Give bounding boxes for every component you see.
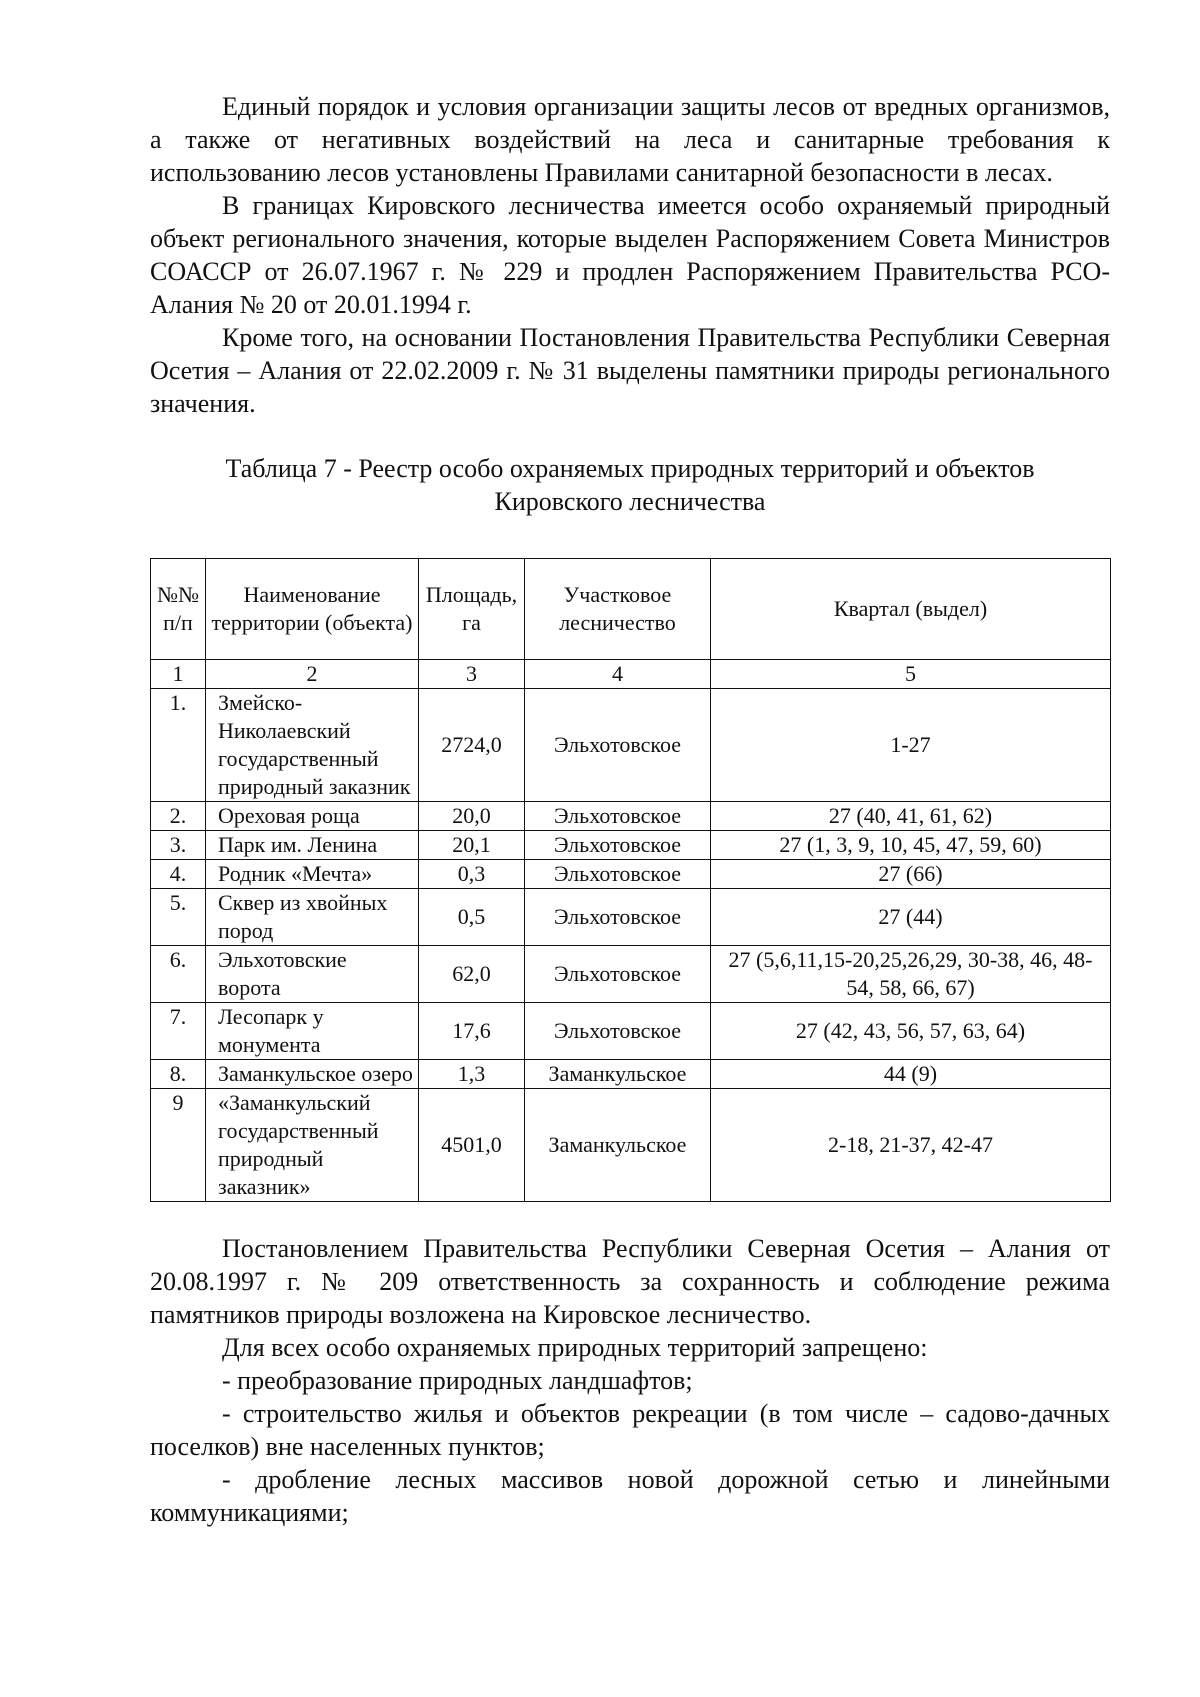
row-forestry: Эльхотовское (525, 689, 711, 802)
row-name: Змейско-Николаевский государственный природный заказник (206, 689, 419, 802)
row-forestry: Эльхотовское (525, 831, 711, 860)
table-row (151, 860, 1111, 889)
row-forestry: Эльхотовское (525, 946, 711, 1003)
table-row (151, 1003, 1111, 1060)
row-number: 9 (151, 1089, 206, 1202)
paragraph-sanitary-rules: Единый порядок и условия организации защиты лесов от вредных организмов, а также от негативных воздействий на леса и санитарные требования к использованию лесов установлены Правилами санитарной безопасности в лесах. (150, 92, 1110, 187)
index-cell: 2 (206, 660, 419, 689)
row-quarter: 27 (1, 3, 9, 10, 45, 47, 59, 60) (711, 831, 1111, 860)
index-cell: 4 (525, 660, 711, 689)
prohibition-item: - преобразование природных ландшафтов; (222, 1366, 693, 1395)
table-row (151, 831, 1111, 860)
header-area: Площадь, га (419, 559, 525, 660)
paragraph-prohibited-intro: Для всех особо охраняемых природных территорий запрещено: (222, 1333, 928, 1362)
row-quarter: 2-18, 21-37, 42-47 (711, 1089, 1111, 1202)
table-header-row (151, 559, 1111, 660)
row-number: 5. (151, 889, 206, 946)
row-number: 7. (151, 1003, 206, 1060)
paragraph-nature-monuments: Кроме того, на основании Постановления Правительства Республики Северная Осетия – Алания от 22.02.2009 г. № 31 выделены памятники природы регионального значения. (150, 323, 1110, 418)
table-row (151, 1089, 1111, 1202)
bottom-section (150, 1232, 1110, 1529)
row-forestry: Эльхотовское (525, 1003, 711, 1060)
table-row (151, 1060, 1111, 1089)
row-number: 4. (151, 860, 206, 889)
header-number: №№ п/п (151, 559, 206, 660)
row-quarter: 27 (5,6,11,15-20,25,26,29, 30-38, 46, 48-54, 58, 66, 67) (711, 946, 1111, 1003)
table-row (151, 689, 1111, 802)
index-cell: 1 (151, 660, 206, 689)
table-caption-line-2: Кировского лесничества (494, 487, 766, 516)
prohibition-item: - дробление лесных массивов новой дорожной сетью и линейными коммуникациями; (150, 1465, 1110, 1527)
row-name: Эльхотовские ворота (206, 946, 419, 1003)
row-name: Парк им. Ленина (206, 831, 419, 860)
table-row (151, 946, 1111, 1003)
row-area: 17,6 (419, 1003, 525, 1060)
table-index-row (151, 660, 1111, 689)
table-caption-line-1: Таблица 7 - Реестр особо охраняемых природных территорий и объектов (225, 454, 1035, 483)
paragraph-resolution-209: Постановлением Правительства Республики Северная Осетия – Алания от 20.08.1997 г. № 209 ответственность за сохранность и соблюдение режима памятников природы возложена на Кировское лесничество. (150, 1234, 1110, 1329)
table-caption (150, 452, 1110, 518)
row-area: 1,3 (419, 1060, 525, 1089)
row-forestry: Эльхотовское (525, 802, 711, 831)
row-area: 20,0 (419, 802, 525, 831)
row-forestry: Заманкульское (525, 1089, 711, 1202)
row-area: 62,0 (419, 946, 525, 1003)
table-row (151, 889, 1111, 946)
row-quarter: 27 (40, 41, 61, 62) (711, 802, 1111, 831)
row-name: Лесопарк у монумента (206, 1003, 419, 1060)
row-number: 3. (151, 831, 206, 860)
row-area: 2724,0 (419, 689, 525, 802)
row-number: 2. (151, 802, 206, 831)
row-number: 6. (151, 946, 206, 1003)
row-name: Ореховая роща (206, 802, 419, 831)
index-cell: 3 (419, 660, 525, 689)
row-name: «Заманкульский государственный природный заказник» (206, 1089, 419, 1202)
row-forestry: Эльхотовское (525, 889, 711, 946)
row-area: 4501,0 (419, 1089, 525, 1202)
row-number: 8. (151, 1060, 206, 1089)
row-quarter: 44 (9) (711, 1060, 1111, 1089)
row-quarter: 27 (42, 43, 56, 57, 63, 64) (711, 1003, 1111, 1060)
row-forestry: Заманкульское (525, 1060, 711, 1089)
prohibition-item: - строительство жилья и объектов рекреации (в том числе – садово-дачных поселков) вне населенных пунктов; (150, 1399, 1110, 1461)
row-quarter: 27 (66) (711, 860, 1111, 889)
header-quarter: Квартал (выдел) (711, 559, 1111, 660)
protected-areas-table (150, 558, 1111, 1202)
row-area: 0,3 (419, 860, 525, 889)
row-forestry: Эльхотовское (525, 860, 711, 889)
row-number: 1. (151, 689, 206, 802)
row-quarter: 1-27 (711, 689, 1111, 802)
header-name: Наименование территории (объекта) (206, 559, 419, 660)
paragraph-protected-object: В границах Кировского лесничества имеется особо охраняемый природный объект регионального значения, которые выделен Распоряжением Совета Министров СОАССР от 26.07.1967 г. № 229 и продлен Распоряжением Правительства РСО-Алания № 20 от 20.01.1994 г. (150, 191, 1110, 319)
document-page (150, 90, 1110, 1529)
table-row (151, 802, 1111, 831)
index-cell: 5 (711, 660, 1111, 689)
row-quarter: 27 (44) (711, 889, 1111, 946)
row-area: 0,5 (419, 889, 525, 946)
header-forestry: Участковое лесничество (525, 559, 711, 660)
row-area: 20,1 (419, 831, 525, 860)
row-name: Сквер из хвойных пород (206, 889, 419, 946)
row-name: Заманкульское озеро (206, 1060, 419, 1089)
row-name: Родник «Мечта» (206, 860, 419, 889)
